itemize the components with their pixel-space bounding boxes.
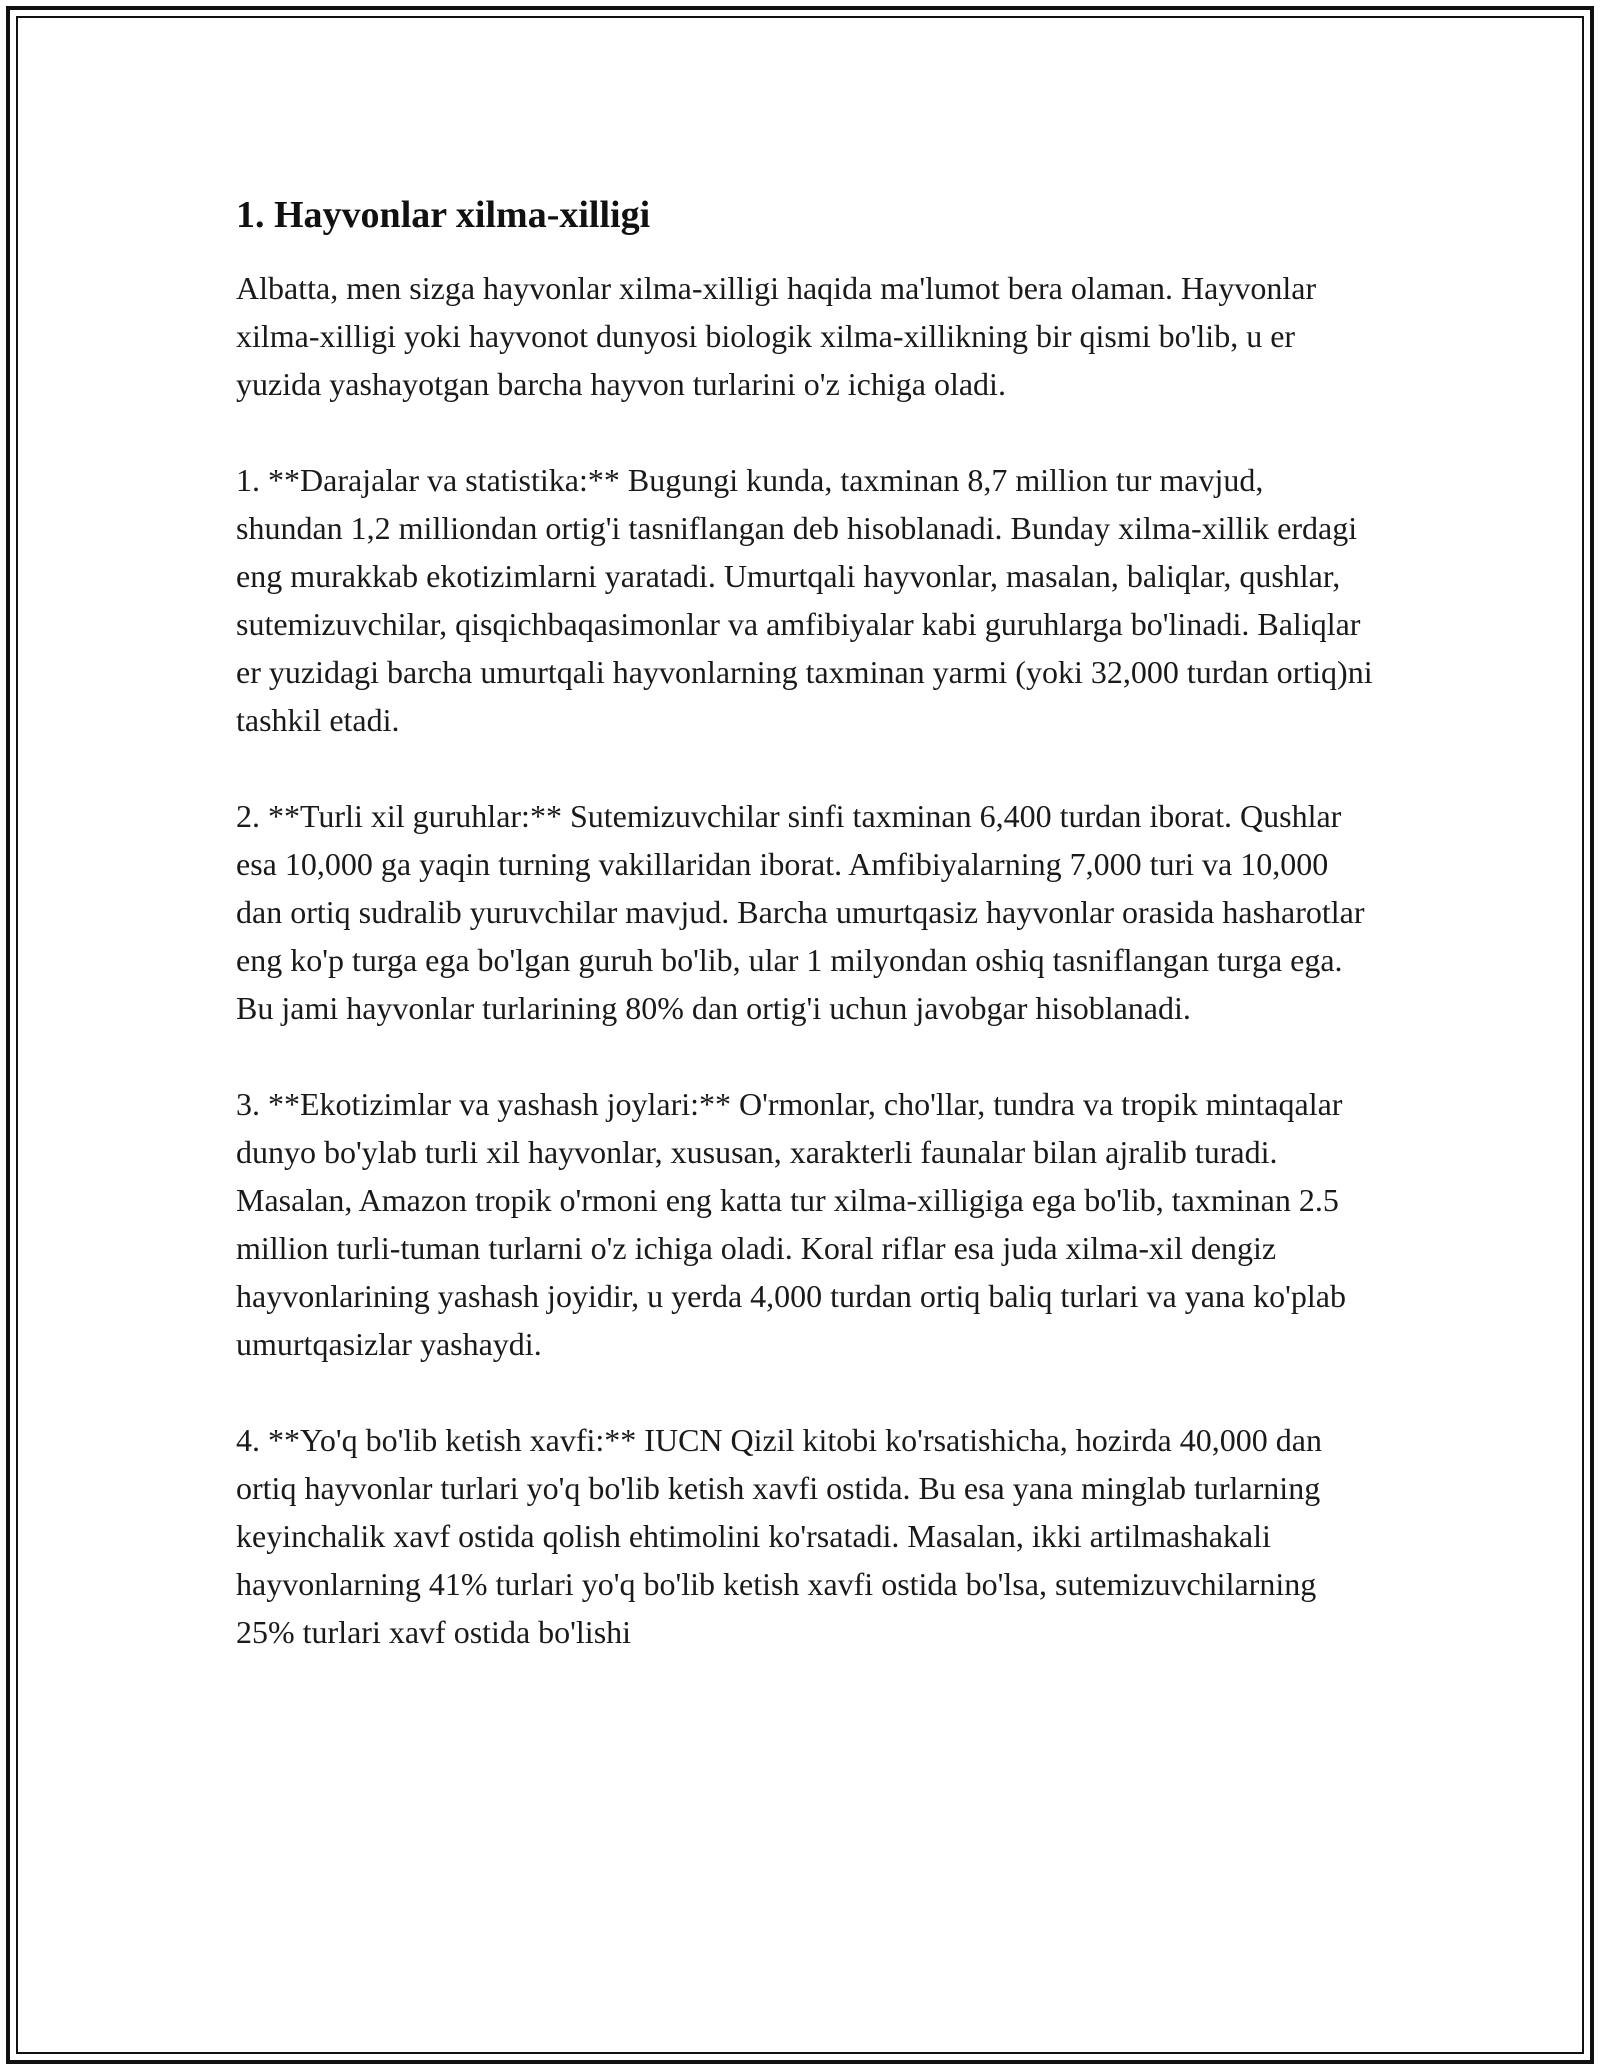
- list-item-extinction-risk: 4. **Yo'q bo'lib ketish xavfi:** IUCN Qizil kitobi ko'rsatishicha, hozirda 40,000 dan ortiq hayvonlar turlari yo'q bo'lib ketish xavfi ostida. Bu esa yana minglab turlarning keyinchalik xavf ostida qolish ehtimolini ko'rsatadi. Masalan, ikki artilmashakali hayvonlarning 41% turlari yo'q bo'lib ketish xavfi ostida bo'lsa, sutemizuvchilarning 25% turlari xavf ostida bo'lishi: [236, 1422, 1322, 1650]
- section-title: 1. Hayvonlar xilma-xilligi: [236, 194, 651, 236]
- intro-paragraph: Albatta, men sizga hayvonlar xilma-xilligi haqida ma'lumot bera olaman. Hayvonlar xilma-xilligi yoki hayvonot dunyosi biologik xilma-xillikning bir qismi bo'lib, u er yuzida yashayotgan barcha hayvon turlarini o'z ichiga oladi.: [236, 270, 1317, 402]
- list-item-groups: 2. **Turli xil guruhlar:** Sutemizuvchilar sinfi taxminan 6,400 turdan iborat. Qushlar esa 10,000 ga yaqin turning vakillaridan iborat. Amfibiyalarning 7,000 turi va 10,000 dan ortiq sudralib yuruvchilar mavjud. Barcha umurtqasiz hayvonlar orasida hasharotlar eng ko'p turga ega bo'lgan guruh bo'lib, ular 1 milyondan oshiq tasniflangan turga ega. Bu jami hayvonlar turlarining 80% dan ortig'i uchun javobgar hisoblanadi.: [236, 798, 1365, 1026]
- document-body: [236, 192, 1376, 1656]
- list-item-statistics: 1. **Darajalar va statistika:** Bugungi kunda, taxminan 8,7 million tur mavjud, shundan 1,2 milliondan ortig'i tasniflangan deb hisoblanadi. Bunday xilma-xillik erdagi eng murakkab ekotizimlarni yaratadi. Umurtqali hayvonlar, masalan, baliqlar, qushlar, sutemizuvchilar, qisqichbaqasimonlar va amfibiyalar kabi guruhlarga bo'linadi. Baliqlar er yuzidagi barcha umurtqali hayvonlarning taxminan yarmi (yoki 32,000 turdan ortiq)ni tashkil etadi.: [236, 462, 1373, 738]
- list-item-ecosystems: 3. **Ekotizimlar va yashash joylari:** O'rmonlar, cho'llar, tundra va tropik mintaqalar dunyo bo'ylab turli xil hayvonlar, xususan, xarakterli faunalar bilan ajralib turadi. Masalan, Amazon tropik o'rmoni eng katta tur xilma-xilligiga ega bo'lib, taxminan 2.5 million turli-tuman turlarni o'z ichiga oladi. Koral riflar esa juda xilma-xil dengiz hayvonlarining yashash joyidir, u yerda 4,000 turdan ortiq baliq turlari va yana ko'plab umurtqasizlar yashaydi.: [236, 1086, 1346, 1362]
